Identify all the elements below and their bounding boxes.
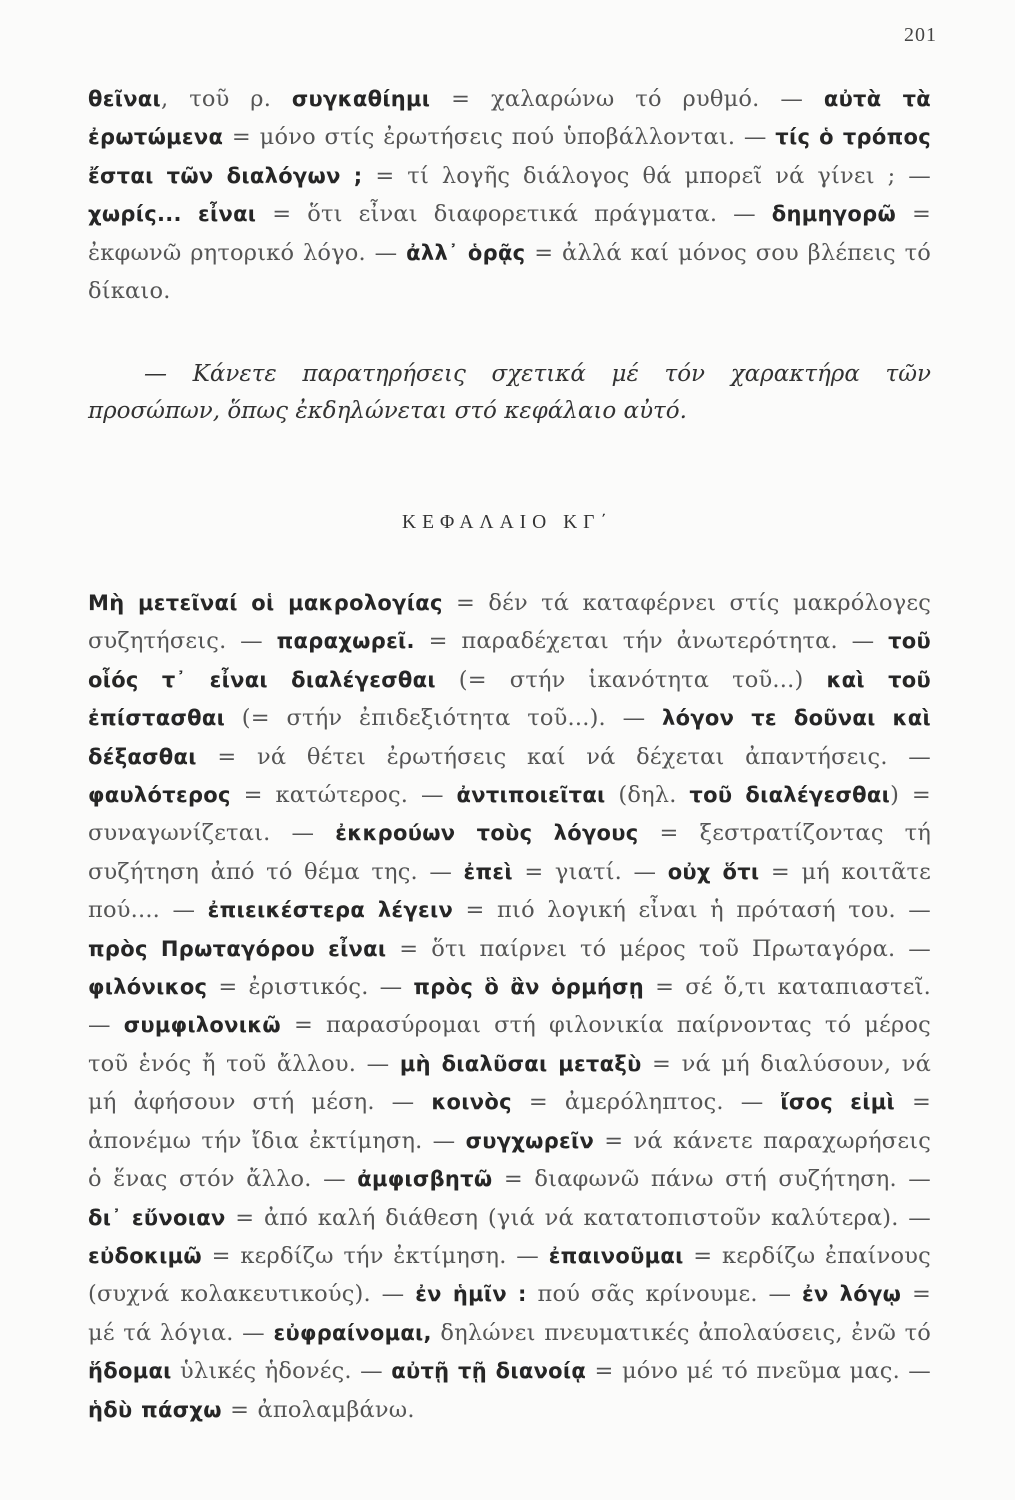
headword: κοινὸς — [431, 1090, 512, 1115]
headword: ἐν λόγῳ — [802, 1282, 902, 1307]
gloss-text: = ξεστρατίζοντας τή συζήτηση ἀπό τό θέμα της. — — [88, 820, 931, 885]
headword: αὐτῇ τῇ διανοίᾳ — [391, 1359, 587, 1384]
gloss-text: = παραδέχεται τήν ἀνωτερότητα. — — [414, 628, 889, 655]
gloss-text: = μέ τά λόγια. — — [88, 1281, 932, 1346]
headword: ἀντιποιεῖται — [456, 783, 606, 808]
gloss-text: = παρασύρομαι στή φιλονικία παίρνοντας τό μέρος τοῦ ἑνός ἤ τοῦ ἄλλου. — — [88, 1012, 931, 1077]
headword: χωρίς... εἶναι — [88, 202, 257, 227]
glossary-paragraph — [88, 80, 931, 310]
gloss-text: = ἀπολαμβάνω. — [221, 1396, 415, 1423]
gloss-text: = χαλαρώνω τό ρυθμό. — — [430, 86, 824, 112]
headword: εὐφραίνομαι, — [273, 1320, 432, 1345]
headword: ἐπιεικέστερα λέγειν — [207, 898, 454, 923]
headword: συμφιλονικῶ — [123, 1013, 281, 1038]
headword: ἐπεὶ — [463, 859, 513, 884]
headword: ἐπαινοῦμαι — [548, 1243, 684, 1268]
headword: τοῦ οἷός τ᾽ εἶναι διαλέγεσθαι — [88, 629, 931, 692]
gloss-text: = ἐριστικός. — — [207, 974, 414, 1001]
headword: συγκαθίημι — [291, 87, 431, 111]
headword: φαυλότερος — [88, 783, 231, 808]
headword: μὴ διαλῦσαι μεταξὺ — [399, 1051, 642, 1076]
page-number: 201 — [904, 24, 937, 46]
headword: ἀλλ᾽ ὁρᾷς — [406, 240, 526, 265]
headword: δι᾽ εὔνοιαν — [88, 1205, 226, 1230]
gloss-text: (= στήν ἱκανότητα τοῦ...) — [435, 666, 827, 693]
gloss-text: = γιατί. — — [512, 858, 668, 885]
gloss-text: (= στήν ἐπιδεξιότητα τοῦ...). — — [225, 705, 662, 732]
gloss-text: = μόνο στίς ἐρωτήσεις πού ὑποβάλλονται. — — [223, 124, 776, 151]
gloss-text: = ἀλλά καί μόνος σου βλέπεις τό δίκαιο. — [88, 239, 932, 305]
gloss-text: = νά θέτει ἐρωτήσεις καί νά δέχεται ἀπαντήσεις. — — [196, 743, 931, 770]
headword: δημηγορῶ — [771, 202, 896, 227]
glossary-section-chapter — [88, 584, 931, 1429]
gloss-text: = νά μή διαλύσουν, νά μή ἀφήσουν στή μέση. — — [88, 1050, 931, 1116]
headword: εὐδοκιμῶ — [88, 1243, 202, 1268]
headword: Μὴ μετεῖναί οἱ μακρολογίας — [88, 591, 443, 615]
gloss-text: = μόνο μέ τό πνεῦμα μας. — — [586, 1358, 931, 1385]
gloss-text: = ἀπονέμω τήν ἴδια ἐκτίμηση. — — [88, 1089, 932, 1154]
gloss-text: = ἀπό καλή διάθεση (γιά νά κατατοπιστοῦν καλύτερα). — — [225, 1204, 931, 1231]
gloss-text: ὑλικές ἡδονές. — — [171, 1358, 392, 1385]
gloss-text: δηλώνει πνευματικές ἀπολαύσεις, ἐνῶ τό — [431, 1319, 932, 1346]
exercise-section — [88, 356, 931, 430]
gloss-text: πού σᾶς κρίνουμε. — — [526, 1281, 803, 1308]
chapter-glossary-paragraph — [88, 584, 931, 1429]
gloss-text: = τί λογῆς διάλογος θά μπορεῖ νά γίνει ; — — [362, 162, 931, 189]
headword: οὐχ ὅτι — [667, 859, 760, 884]
headword: παραχωρεῖ. — [276, 629, 415, 654]
gloss-text: = διαφωνῶ πάνω στή συζήτηση. — — [492, 1166, 931, 1193]
gloss-text: = δέν τά καταφέρνει στίς μακρόλογες συζητήσεις. — — [88, 590, 932, 655]
headword: ἴσος εἰμὶ — [780, 1090, 895, 1115]
exercise-note: — Κάνετε παρατηρήσεις σχετικά μέ τόν χαρακτήρα τῶν προσώπων, ὅπως ἐκδηλώνεται στό κεφάλαιο αὐτό. — [88, 361, 931, 424]
gloss-text: (δηλ. — [605, 782, 690, 809]
gloss-text: ) = συναγωνίζεται. — — [88, 782, 931, 847]
headword: πρὸς Πρωταγόρου εἶναι — [88, 936, 387, 961]
headword: ἐν ἡμῖν : — [415, 1282, 527, 1307]
gloss-text: = νά κάνετε παραχωρήσεις ὁ ἕνας στόν ἄλλο. — — [88, 1127, 932, 1193]
gloss-text: = ὅτι παίρνει τό μέρος τοῦ Πρωταγόρα. — — [386, 935, 931, 962]
gloss-text: = ἐκφωνῶ ρητορικό λόγο. — — [88, 201, 931, 266]
gloss-text: = κατώτερος. — — [230, 782, 457, 809]
glossary-section-previous-chapter — [88, 80, 931, 310]
headword: λόγον τε δοῦναι καὶ δέξασθαι — [88, 706, 931, 769]
headword: τίς ὁ τρόπος ἔσται τῶν διαλόγων ; — [88, 125, 931, 188]
headword: συγχωρεῖν — [465, 1128, 595, 1153]
headword: αὐτὰ τὰ ἐρωτώμενα — [88, 87, 931, 150]
headword: πρὸς ὃ ἂν ὁρμήσῃ — [413, 975, 645, 1000]
gloss-text: = κερδίζω ἐπαίνους (συχνά κολακευτικούς). — — [88, 1242, 931, 1308]
headword: ἐκκρούων τοὺς λόγους — [335, 821, 639, 846]
gloss-text: = ὅτι εἶναι διαφορετικά πράγματα. — — [256, 201, 772, 228]
gloss-text: , τοῦ ρ. — [161, 86, 292, 112]
gloss-text: = σέ ὅ,τι καταπιαστεῖ. — — [88, 974, 932, 1039]
gloss-text: = ἀμερόληπτος. — — [511, 1089, 781, 1116]
headword: καὶ τοῦ ἐπίστασθαι — [88, 667, 931, 731]
headword: τοῦ διαλέγεσθαι — [689, 783, 891, 808]
gloss-text: = μή κοιτᾶτε πού.... — — [88, 858, 932, 924]
headword: ἡδὺ πάσχω — [88, 1397, 222, 1422]
headword: ἥδομαι — [88, 1359, 172, 1384]
gloss-text: = κερδίζω τήν ἐκτίμηση. — — [201, 1242, 549, 1269]
headword: ἀμφισβητῶ — [357, 1167, 493, 1192]
gloss-text: = πιό λογική εἶναι ἡ πρότασή του. — — [453, 897, 931, 924]
headword: θεῖναι — [88, 87, 162, 111]
chapter-heading: ΚΕΦΑΛΑΙΟ ΚΓ΄ — [402, 512, 613, 533]
headword: φιλόνικος — [88, 975, 208, 1000]
